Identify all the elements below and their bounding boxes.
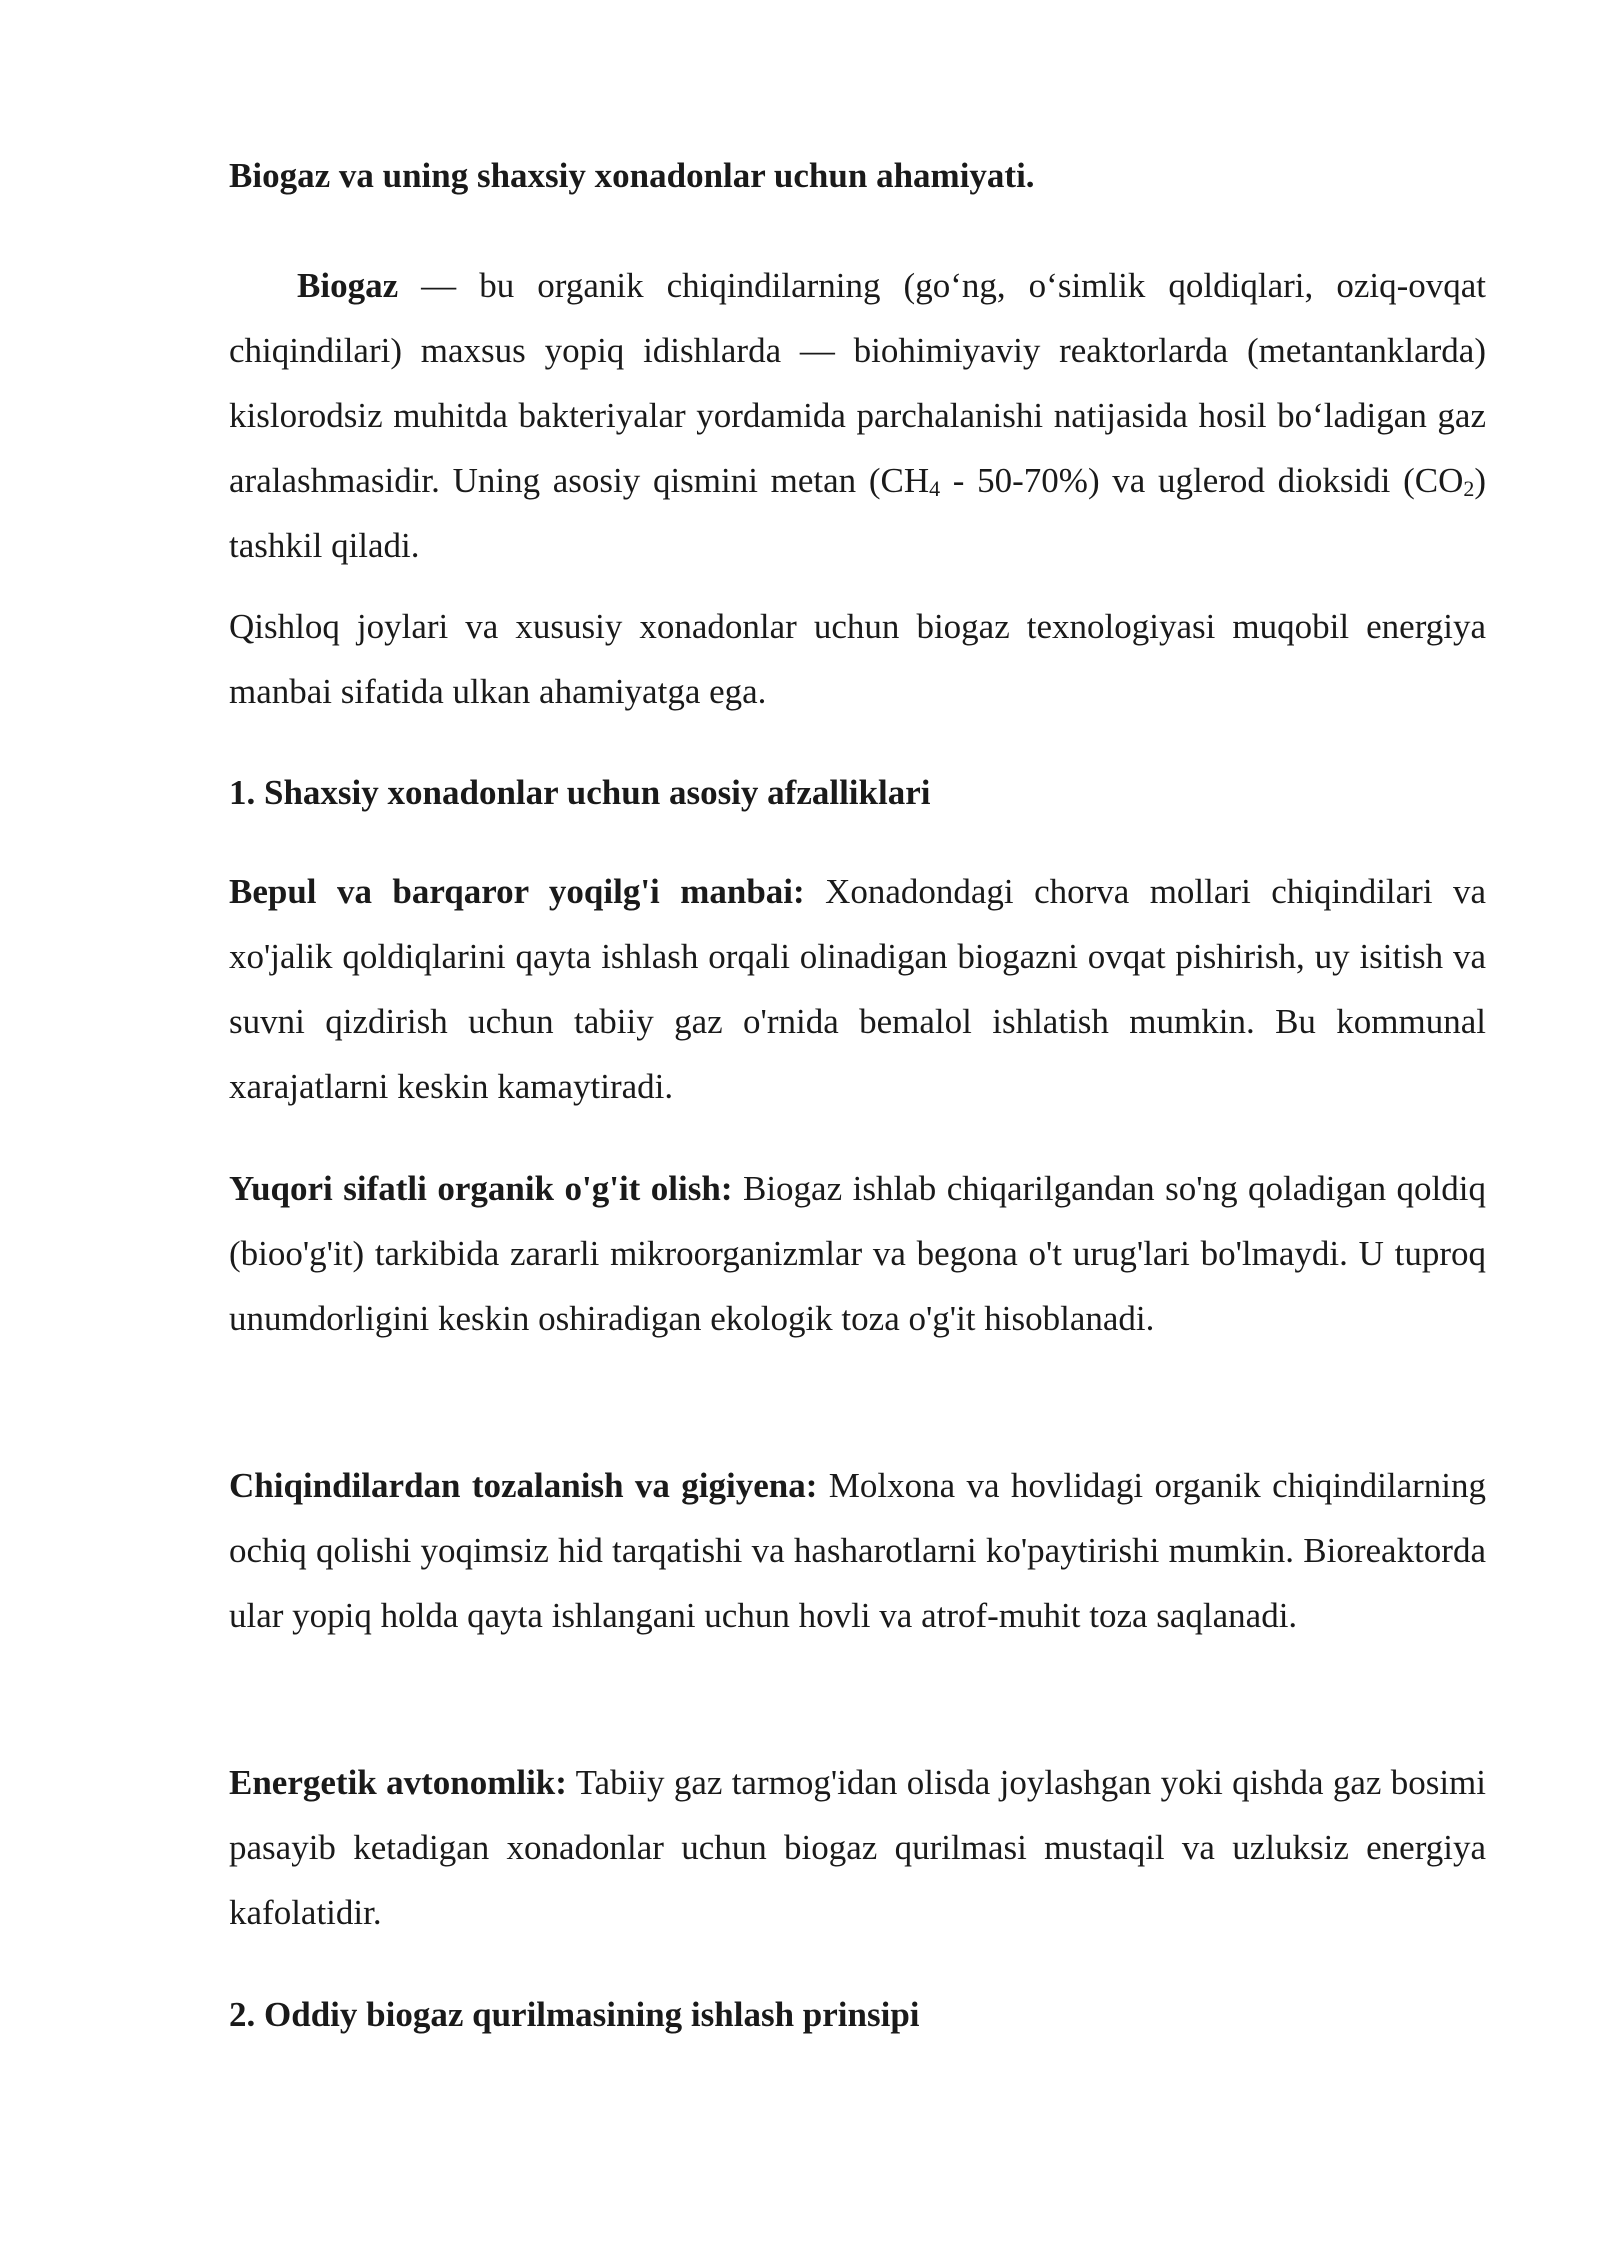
energy-paragraph: Qishloq joylari va xususiy xonadonlar uchun biogaz texnologiyasi muqobil energiya manbai sifatida ulkan ahamiyatga ega. [229,607,1486,711]
advantage-label: Bepul va barqaror yoqilg'i manbai: [229,872,805,911]
advantage-item [229,1156,1486,1351]
advantage-text: Tabiiy gaz tarmog'idan olisda joylashgan yoki qishda gaz bosimi pasayib ketadigan xonadonlar uchun biogaz qurilmasi mustaqil va uzluksiz energiya kafolatidir. [229,1763,1486,1932]
document-title: Biogaz va uning shaxsiy xonadonlar uchun ahamiyati. [229,156,1035,195]
intro-paragraph [229,253,1486,578]
intro-text-1: — bu organik chiqindilarning (go‘ng, o‘simlik qoldiqlari, oziq-ovqat chiqindilari) maxsus yopiq idishlarda — biohimiyaviy reaktorlarda (metantanklarda) kislorodsiz muhitda bakteriyalar yordamida parchalanishi natijasida hosil bo‘ladigan gaz aralashmasidir. Uning asosiy qismini metan (CH [229,266,1486,500]
advantage-item [229,1750,1486,1945]
advantage-label: Yuqori sifatli organik o'g'it olish: [229,1169,733,1208]
co2-subscript: 2 [1463,476,1475,501]
intro-text-3: ) tashkil qiladi. [229,461,1487,565]
advantage-label: Energetik avtonomlik: [229,1763,567,1802]
advantage-text: Molxona va hovlidagi organik chiqindilarning ochiq qolishi yoqimsiz hid tarqatishi va hasharotlarni ko'paytirishi mumkin. Bioreaktorda ular yopiq holda qayta ishlangani uchun hovli va atrof-muhit toza saqlanadi. [229,1466,1486,1635]
advantage-text: Xonadondagi chorva mollari chiqindilari va xo'jalik qoldiqlarini qayta ishlash orqali olinadigan biogazni ovqat pishirish, uy isitish va suvni qizdirish uchun tabiiy gaz o'rnida bemalol ishlatish mumkin. Bu kommunal xarajatlarni keskin kamaytiradi. [229,872,1487,1106]
advantage-text: Biogaz ishlab chiqarilgandan so'ng qoladigan qoldiq (bioo'g'it) tarkibida zararli mikroorganizmlar va begona o't urug'lari bo'lmaydi. U tuproq unumdorligini keskin oshiradigan ekologik toza o'g'it hisoblanadi. [229,1169,1486,1338]
advantage-label: Chiqindilardan tozalanish va gigiyena: [229,1466,818,1505]
advantage-item [229,859,1486,1119]
intro-term: Biogaz [297,266,399,305]
intro-text-2: - 50-70%) va uglerod dioksidi (CO [940,461,1464,500]
section1-heading: 1. Shaxsiy xonadonlar uchun asosiy afzalliklari [229,773,931,812]
advantage-item [229,1453,1486,1648]
ch4-subscript: 4 [929,476,941,501]
section2-heading: 2. Oddiy biogaz qurilmasining ishlash prinsipi [229,1995,920,2034]
